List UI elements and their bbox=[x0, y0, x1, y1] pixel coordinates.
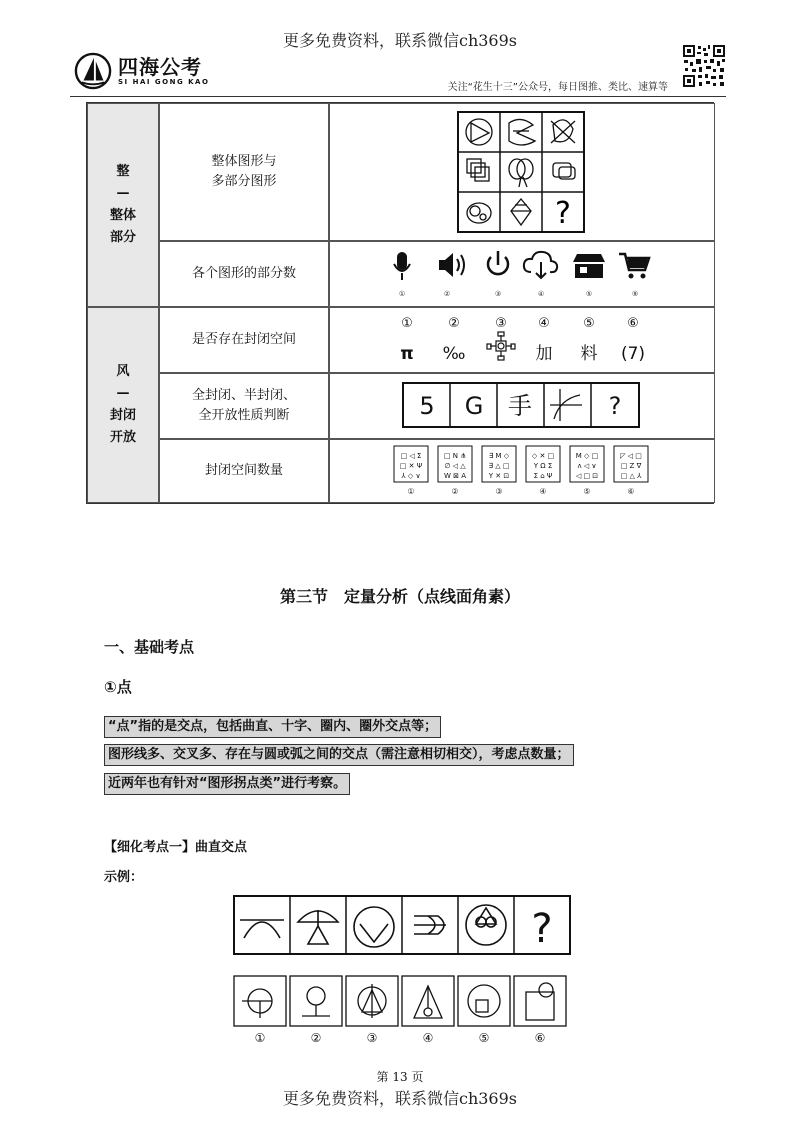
speaker-icon bbox=[439, 253, 464, 277]
category-text: 整体 bbox=[109, 208, 136, 223]
svg-text:□ Z ∇: □ Z ∇ bbox=[620, 462, 642, 470]
glyph-five: 5 bbox=[419, 392, 435, 420]
svg-text:□ ◁ Σ: □ ◁ Σ bbox=[400, 452, 422, 460]
category-text: 封闭 bbox=[109, 408, 136, 423]
question-mark: ? bbox=[608, 392, 622, 420]
icon-row-cell bbox=[329, 241, 715, 307]
option-number: ④ bbox=[537, 290, 545, 298]
row-label-closed-count bbox=[159, 439, 329, 503]
option-number: ⑤ bbox=[585, 290, 593, 298]
option-number: ⑨ bbox=[631, 290, 639, 298]
closure-type-row bbox=[402, 381, 642, 431]
heading-point: ①点 bbox=[104, 678, 132, 696]
row-label-text: 是否存在封闭空间 bbox=[191, 332, 296, 347]
option-number: ③ bbox=[495, 316, 507, 331]
option-number: ⑥ bbox=[534, 1031, 546, 1045]
svg-text:ʌ ◁ ∨: ʌ ◁ ∨ bbox=[577, 462, 597, 470]
power-icon bbox=[488, 251, 508, 274]
glyph-paren-seven: (7) bbox=[620, 344, 646, 364]
store-icon bbox=[573, 254, 605, 278]
figure-grid-cell bbox=[329, 103, 715, 241]
closed-space-cell bbox=[329, 307, 715, 373]
example-question-row bbox=[232, 894, 572, 956]
closed-space-options bbox=[387, 311, 657, 369]
option-number: ④ bbox=[422, 1031, 434, 1045]
option-number: ② bbox=[451, 487, 459, 496]
svg-text:∃ △ □: ∃ △ □ bbox=[488, 462, 510, 470]
svg-text:Y ✕ ⊡: Y ✕ ⊡ bbox=[488, 472, 510, 480]
bottom-banner: 更多免费资料，联系微信ch369s bbox=[282, 1089, 518, 1108]
category-closed-open bbox=[87, 307, 159, 503]
category-text: 风 bbox=[116, 364, 130, 379]
svg-text:□ N ⋔: □ N ⋔ bbox=[443, 452, 467, 460]
curve-axis-icon bbox=[550, 389, 582, 421]
option-number: ⑥ bbox=[627, 316, 639, 331]
highlight-line: 图形线多、交叉多、存在与圆或弧之间的交点（需注意相切相交），考虑点数量； bbox=[104, 744, 574, 766]
option-number: ② bbox=[310, 1031, 322, 1045]
row-label-text: 全开放性质判断 bbox=[198, 408, 290, 423]
category-text: — bbox=[116, 386, 130, 401]
question-mark: ? bbox=[555, 196, 571, 231]
header-note: 关注“花生十三”公众号，每日图推、类比、速算等 bbox=[447, 82, 668, 93]
option-number: ② bbox=[448, 316, 460, 331]
option-number: ⑤ bbox=[478, 1031, 490, 1045]
glyph-shou: 手 bbox=[508, 392, 532, 420]
heading-subpoint: 【细化考点一】曲直交点 bbox=[104, 840, 248, 855]
row-label-text: 封闭空间数量 bbox=[204, 463, 283, 478]
option-number: ⑤ bbox=[583, 487, 591, 496]
category-text: 部分 bbox=[109, 230, 136, 245]
highlight-line: “点”指的是交点，包括曲直、十字、圈内、圈外交点等； bbox=[104, 716, 441, 738]
svg-text:⅄ ◇ ∨: ⅄ ◇ ∨ bbox=[401, 472, 421, 480]
option-number: ⑥ bbox=[627, 487, 635, 496]
svg-text:Σ ⌂ Ψ: Σ ⌂ Ψ bbox=[533, 472, 553, 480]
glyph-jia: 加 bbox=[535, 344, 553, 364]
svg-text:M ◇ □: M ◇ □ bbox=[575, 452, 599, 460]
option-number: ① bbox=[407, 487, 415, 496]
logo-english: SI HAI GONG KAO bbox=[118, 78, 210, 86]
question-mark: ? bbox=[531, 906, 553, 952]
sailboat-logo-icon bbox=[74, 52, 112, 90]
qr-code-icon bbox=[682, 44, 726, 88]
cross-diagram-icon bbox=[487, 332, 515, 360]
svg-text:W ⊠ A: W ⊠ A bbox=[443, 472, 467, 480]
example-label: 示例： bbox=[104, 870, 144, 885]
row-label-text: 整体图形与 bbox=[211, 154, 277, 169]
row-label-whole-multipart bbox=[159, 103, 329, 241]
icon-row bbox=[387, 246, 657, 302]
logo bbox=[74, 52, 209, 90]
svg-text:Y Ω Σ: Y Ω Σ bbox=[533, 462, 553, 470]
row-label-closed-space bbox=[159, 307, 329, 373]
svg-text:∅ ◁ △: ∅ ◁ △ bbox=[444, 462, 466, 470]
option-number: ④ bbox=[538, 316, 550, 331]
example-options-row bbox=[232, 974, 572, 1046]
row-label-part-count bbox=[159, 241, 329, 307]
category-whole-part bbox=[87, 103, 159, 307]
figure-grid-3x3 bbox=[457, 111, 587, 233]
svg-text:◇ ✕ □: ◇ ✕ □ bbox=[531, 452, 555, 460]
option-number: ① bbox=[254, 1031, 266, 1045]
category-text: — bbox=[116, 186, 130, 201]
closure-type-cell bbox=[329, 373, 715, 439]
glyph-permille: ‰ bbox=[442, 344, 466, 364]
svg-text:◁ □ ⊡: ◁ □ ⊡ bbox=[575, 472, 599, 480]
option-number: ① bbox=[401, 316, 413, 331]
page-number: 第 13 页 bbox=[376, 1070, 424, 1084]
glyph-pi: π bbox=[400, 344, 414, 364]
row-label-text: 全封闭、半封闭、 bbox=[191, 388, 296, 403]
header-rule bbox=[70, 96, 726, 97]
shopping-cart-icon bbox=[619, 254, 649, 279]
option-number: ③ bbox=[494, 290, 502, 298]
microphone-icon bbox=[394, 252, 410, 280]
svg-text:□ △ ⅄: □ △ ⅄ bbox=[620, 472, 642, 480]
svg-text:□ ✕ Ψ: □ ✕ Ψ bbox=[399, 462, 423, 470]
option-number: ③ bbox=[495, 487, 503, 496]
option-number: ② bbox=[443, 290, 451, 298]
highlight-line: 近两年也有针对“图形拐点类”进行考察。 bbox=[104, 773, 350, 795]
page-header bbox=[70, 44, 726, 100]
heading-basic-points: 一、基础考点 bbox=[104, 638, 195, 656]
option-number: ③ bbox=[366, 1031, 378, 1045]
row-label-closure-type bbox=[159, 373, 329, 439]
glyph-liao: 料 bbox=[580, 344, 598, 364]
cloud-download-icon bbox=[524, 252, 557, 278]
glyph-g: G bbox=[464, 392, 484, 420]
option-number: ① bbox=[398, 290, 406, 298]
row-label-text: 多部分图形 bbox=[211, 174, 277, 189]
svg-text:∃ M ◇: ∃ M ◇ bbox=[488, 452, 510, 460]
analysis-table bbox=[86, 102, 714, 504]
top-banner: 更多免费资料，联系微信ch369s bbox=[282, 31, 518, 50]
closed-count-row bbox=[392, 444, 652, 498]
closed-count-cell bbox=[329, 439, 715, 503]
svg-text:◸ ◁ □: ◸ ◁ □ bbox=[620, 452, 642, 460]
category-text: 开放 bbox=[109, 430, 136, 445]
category-text: 整 bbox=[116, 164, 130, 179]
section-title: 第三节 定量分析（点线面角素） bbox=[279, 587, 520, 606]
row-label-text: 各个图形的部分数 bbox=[191, 266, 296, 281]
option-number: ④ bbox=[539, 487, 547, 496]
logo-chinese: 四海公考 bbox=[118, 55, 202, 79]
option-number: ⑤ bbox=[583, 316, 595, 331]
